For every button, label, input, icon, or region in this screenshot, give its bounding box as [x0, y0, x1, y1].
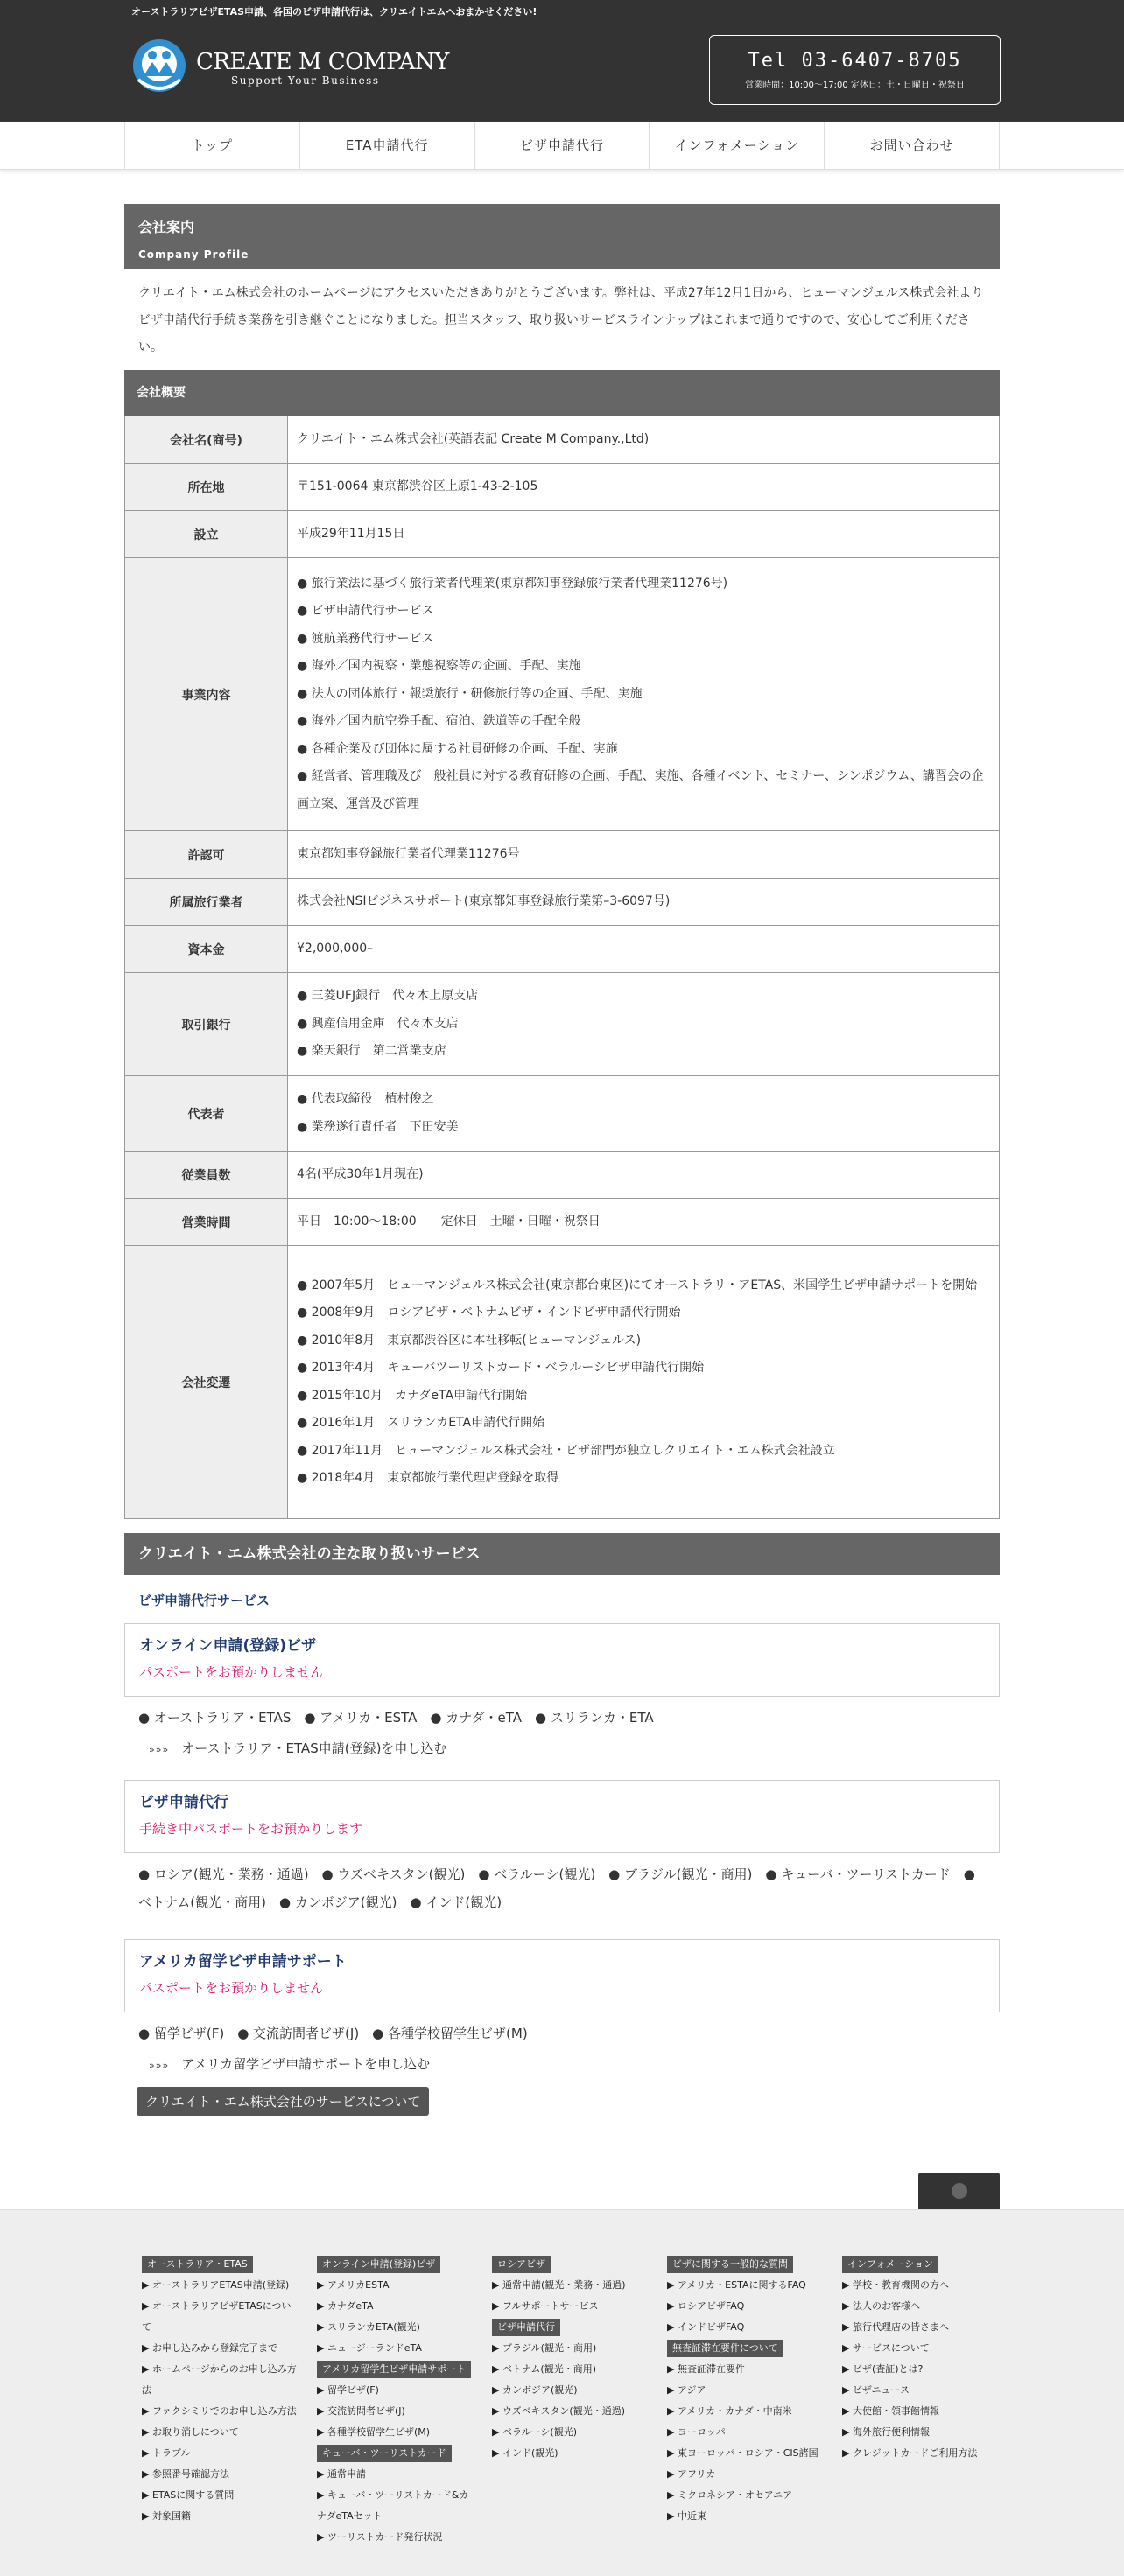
footer-link[interactable]: ▶ ビザニュース: [842, 2384, 910, 2396]
row-line: ● ビザ申請代行サービス: [297, 604, 434, 619]
footer-category: オーストラリア・ETAS: [142, 2256, 253, 2273]
link-text: オーストラリア・ETAS申請(登録)を申し込む: [181, 1740, 447, 1756]
intro-text: クリエイト・エム株式会社のホームページにアクセスいただきありがとうございます。弊社は、平成27年12月1日から、ヒューマンジェルス株式会社よりビザ申請代行手続き業務を引き継ぐことになりました。担当スタッフ、取り扱いサービスラインナップはこれまで通りですので、安心してご利用ください。: [138, 286, 984, 354]
row-value: [288, 878, 1000, 926]
row-line: ● 2008年9月 ロシアビザ・ベトナムビザ・インドビザ申請代行開始: [297, 1306, 681, 1320]
logo-name: CREATE M COMPANY: [196, 49, 449, 75]
row-label: 会社変遷: [125, 1246, 288, 1519]
footer-link[interactable]: ▶ アメリカ・カナダ・中南米: [667, 2405, 792, 2417]
link-arrow: »»»: [149, 2060, 170, 2071]
footer-link[interactable]: ▶ 対象国籍: [142, 2510, 191, 2522]
footer-category: アメリカ留学生ビザ申請サポート: [317, 2361, 471, 2378]
row-label: 所在地: [125, 464, 288, 511]
row-value: [288, 558, 1000, 831]
row-value: [288, 973, 1000, 1076]
service-note: パスポートをお預かりしません: [139, 1980, 324, 1996]
footer-column: [142, 2254, 298, 2527]
footer-link[interactable]: ▶ ETASに関する質問: [142, 2489, 235, 2501]
footer-link[interactable]: ▶ カナダeTA: [317, 2300, 374, 2312]
service-title: アメリカ留学ビザ申請サポート: [139, 1953, 347, 1970]
footer-link[interactable]: ▶ 各種学校留学生ビザ(M): [317, 2426, 431, 2438]
row-line: 4名(平成30年1月現在): [297, 1166, 424, 1181]
services-about-button[interactable]: クリエイト・エム株式会社のサービスについて: [137, 2087, 429, 2116]
service-note: 手続き中パスポートをお預かりします: [139, 1821, 363, 1837]
nav-item[interactable]: インフォメーション: [650, 122, 825, 169]
footer-link[interactable]: ▶ クレジットカードご利用方法: [842, 2447, 978, 2459]
row-line: 平日 10:00〜18:00 定休日 土曜・日曜・祝祭日: [297, 1214, 601, 1228]
footer-category-wrap: [667, 2254, 823, 2275]
footer-link[interactable]: ▶ 交流訪問者ビザ(J): [317, 2405, 405, 2417]
table-row: [125, 831, 1000, 878]
row-line: 平成29年11月15日: [297, 526, 405, 541]
logo-subtitle: Support Your Business: [231, 74, 380, 87]
footer-link[interactable]: ▶ 通常申請(観光・業務・通過): [492, 2279, 626, 2291]
row-line: ● 興産信用金庫 代々木支店: [297, 1016, 459, 1031]
row-line: ● 経営者、管理職及び一般社員に対する教育研修の企画、手配、実施、各種イベント、セミナー、シンポジウム、講習会の企画立案、運営及び管理: [297, 769, 984, 811]
row-value: [288, 1246, 1000, 1519]
service-items: ● ロシア(観光・業務・通過) ● ウズベキスタン(観光) ● ベラルーシ(観光) ● ブラジル(観光・商用) ● キューバ・ツーリストカード ● ベトナム(観光・商用) ● カンボジア(観光) ● インド(観光): [138, 1866, 975, 1910]
footer-category: ロシアビザ: [492, 2256, 551, 2273]
table-row: [125, 558, 1000, 831]
footer-link[interactable]: ▶ オーストラリアビザETASについて: [142, 2300, 292, 2333]
footer-link[interactable]: ▶ 法人のお客様へ: [842, 2300, 920, 2312]
footer-link[interactable]: ▶ キューバ・ツーリストカード&カナダeTAセット: [317, 2489, 469, 2522]
row-value: [288, 926, 1000, 973]
footer-link[interactable]: ▶ 学校・教育機関の方へ: [842, 2279, 949, 2291]
table-row: [125, 878, 1000, 926]
footer-category: ビザ申請代行: [492, 2319, 560, 2336]
nav-item[interactable]: ビザ申請代行: [475, 122, 650, 169]
row-line: ● 2010年8月 東京都渋谷区に本社移転(ヒューマンジェルス): [297, 1333, 642, 1348]
row-line: ● 2018年4月 東京都旅行業代理店登録を取得: [297, 1471, 559, 1485]
service-title: オンライン申請(登録)ビザ: [139, 1637, 317, 1655]
business-hours: 営業時間：10:00〜17:00 定休日：土・日曜日・祝祭日: [745, 80, 965, 90]
footer-link[interactable]: ▶ 無査証滞在要件: [667, 2363, 745, 2375]
arrow-up-icon: [952, 2183, 967, 2199]
row-label: 会社名(商号): [125, 416, 288, 464]
footer-link[interactable]: ▶ ベトナム(観光・商用): [492, 2363, 596, 2375]
site-header: [0, 0, 1124, 122]
row-line: ● 海外／国内視察・業態視察等の企画、手配、実施: [297, 659, 581, 674]
row-line: ● 海外／国内航空券手配、宿泊、鉄道等の手配全般: [297, 714, 581, 729]
footer-link[interactable]: ▶ ホームページからのお申し込み方法: [142, 2363, 297, 2396]
service-box: [124, 1623, 1000, 1697]
services-header: クリエイト・エム株式会社の主な取り扱いサービス: [124, 1533, 1000, 1575]
phone-number: Tel 03-6407-8705: [748, 50, 962, 72]
link-arrow: »»»: [149, 1744, 170, 1755]
footer-link[interactable]: ▶ ブラジル(観光・商用): [492, 2342, 597, 2354]
table-row: [125, 1246, 1000, 1519]
service-title: ビザ申請代行: [139, 1794, 228, 1811]
footer-category: オンライン申請(登録)ビザ: [317, 2256, 440, 2273]
service-items: ● 留学ビザ(F) ● 交流訪問者ビザ(J) ● 各種学校留学生ビザ(M): [138, 2026, 528, 2041]
row-value: [288, 1152, 1000, 1199]
footer-link[interactable]: ▶ 留学ビザ(F): [317, 2384, 379, 2396]
row-line: ● 2015年10月 カナダeTA申請代行開始: [297, 1388, 528, 1403]
footer-column: [492, 2254, 658, 2464]
company-profile-header: [124, 204, 1000, 270]
row-label: 代表者: [125, 1076, 288, 1152]
service-note: パスポートをお預かりしません: [139, 1664, 324, 1680]
footer-link[interactable]: ▶ 参照番号確認方法: [142, 2468, 229, 2480]
footer-category: 無査証滞在要件について: [667, 2340, 783, 2357]
footer-link[interactable]: ▶ ニュージーランドeTA: [317, 2342, 422, 2354]
phone-box[interactable]: [709, 35, 1001, 105]
footer-category: インフォメーション: [842, 2256, 938, 2273]
footer-link[interactable]: ▶ 海外旅行便利情報: [842, 2426, 930, 2438]
service-items: ● オーストラリア・ETAS ● アメリカ・ESTA ● カナダ・eTA ● スリランカ・ETA: [138, 1710, 654, 1726]
footer-link[interactable]: ▶ ウズベキスタン(観光・通過): [492, 2405, 625, 2417]
row-line: ● 渡航業務代行サービス: [297, 631, 434, 646]
footer-category-wrap: [142, 2254, 298, 2275]
footer-link[interactable]: ▶ オーストラリアETAS申請(登録): [142, 2279, 290, 2291]
footer-link[interactable]: ▶ ミクロネシア・オセアニア: [667, 2489, 793, 2501]
footer-link[interactable]: ▶ 旅行代理店の皆さまへ: [842, 2321, 949, 2333]
overview-header: 会社概要: [124, 370, 1000, 416]
table-row: [125, 416, 1000, 464]
row-value: [288, 1199, 1000, 1246]
row-label: 設立: [125, 511, 288, 558]
footer-link[interactable]: ▶ フルサポートサービス: [492, 2300, 599, 2312]
table-row: [125, 1152, 1000, 1199]
services-subtitle: ビザ申請代行サービス: [138, 1592, 270, 1608]
company-overview-table: [124, 416, 1000, 1519]
row-line: ¥2,000,000–: [297, 941, 374, 956]
service-box: [124, 1939, 1000, 2012]
footer-link[interactable]: ▶ インドビザFAQ: [667, 2321, 745, 2333]
row-line: ● 三菱UFJ銀行 代々木上原支店: [297, 989, 479, 1004]
site-footer: [0, 2209, 1124, 2576]
row-line: ● 2013年4月 キューバツーリストカード・ベラルーシビザ申請代行開始: [297, 1361, 705, 1375]
footer-link[interactable]: ▶ 中近東: [667, 2510, 706, 2522]
global-nav: [0, 122, 1124, 170]
row-line: ● 業務遂行責任者 下田安美: [297, 1119, 459, 1134]
table-row: [125, 1199, 1000, 1246]
footer-category-wrap: [492, 2317, 658, 2338]
row-value: [288, 831, 1000, 878]
footer-category-wrap: [317, 2359, 473, 2380]
row-label: 営業時間: [125, 1199, 288, 1246]
row-value: [288, 511, 1000, 558]
header-tagline: オーストラリアビザETAS申請、各国のビザ申請代行は、クリエイトエムへおまかせください!: [131, 6, 537, 18]
row-line: ● 法人の団体旅行・報奨旅行・研修旅行等の企画、手配、実施: [297, 686, 643, 701]
footer-link[interactable]: ▶ 通常申請: [317, 2468, 366, 2480]
row-line: 東京都知事登録旅行業者代理業11276号: [297, 846, 520, 861]
company-logo[interactable]: [131, 36, 449, 101]
footer-link[interactable]: ▶ サービスについて: [842, 2342, 930, 2354]
link-text: アメリカ留学ビザ申請サポートを申し込む: [181, 2056, 431, 2072]
section-title: 会社案内: [138, 219, 195, 235]
row-label: 資本金: [125, 926, 288, 973]
footer-category: ビザに関する一般的な質問: [667, 2256, 793, 2273]
row-value: [288, 1076, 1000, 1152]
row-line: ● 各種企業及び団体に属する社員研修の企画、手配、実施: [297, 741, 618, 756]
logo-mark-icon: [131, 36, 187, 101]
footer-link[interactable]: ▶ ベラルーシ(観光): [492, 2426, 577, 2438]
row-label: 所属旅行業者: [125, 878, 288, 926]
footer-link[interactable]: ▶ ロシアビザFAQ: [667, 2300, 745, 2312]
nav-item[interactable]: お問い合わせ: [825, 122, 1000, 169]
footer-category-wrap: [492, 2254, 658, 2275]
footer-link[interactable]: ▶ お申し込みから登録完了まで: [142, 2342, 277, 2354]
row-label: 従業員数: [125, 1152, 288, 1199]
footer-link[interactable]: ▶ スリランカETA(観光): [317, 2321, 420, 2333]
page-top-button[interactable]: [918, 2173, 1000, 2209]
table-row: [125, 973, 1000, 1076]
row-label: 許認可: [125, 831, 288, 878]
footer-link[interactable]: ▶ アフリカ: [667, 2468, 716, 2480]
footer-link[interactable]: ▶ カンボジア(観光): [492, 2384, 578, 2396]
footer-column: [317, 2254, 473, 2548]
row-line: 株式会社NSIビジネスサポート(東京都知事登録旅行業第–3-6097号): [297, 893, 671, 908]
footer-link[interactable]: ▶ ヨーロッパ: [667, 2426, 726, 2438]
footer-category-wrap: [842, 2254, 998, 2275]
footer-link[interactable]: ▶ アメリカESTA: [317, 2279, 390, 2291]
table-row: [125, 464, 1000, 511]
footer-category-wrap: [317, 2254, 473, 2275]
row-line: クリエイト・エム株式会社(英語表記 Create M Company.,Ltd): [297, 431, 650, 446]
footer-link[interactable]: ▶ 東ヨーロッパ・ロシア・CIS諸国: [667, 2447, 818, 2459]
nav-item[interactable]: ETA申請代行: [300, 122, 475, 169]
footer-category-wrap: [667, 2338, 823, 2359]
row-value: [288, 464, 1000, 511]
service-apply-link[interactable]: [124, 1733, 1000, 1771]
footer-link[interactable]: ▶ ファクシミリでのお申し込み方法: [142, 2405, 297, 2417]
main-content: [124, 204, 1000, 2116]
service-box: [124, 1780, 1000, 1853]
footer-link[interactable]: ▶ アメリカ・ESTAに関するFAQ: [667, 2279, 806, 2291]
row-line: ● 2007年5月 ヒューマンジェルス株式会社(東京都台東区)にてオーストラリ・アETAS、米国学生ビザ申請サポートを開始: [297, 1278, 978, 1292]
row-value: [288, 416, 1000, 464]
footer-category: キューバ・ツーリストカード: [317, 2445, 452, 2462]
footer-link[interactable]: ▶ 大使館・領事館情報: [842, 2405, 939, 2417]
nav-item[interactable]: トップ: [125, 122, 300, 169]
row-line: ● 楽天銀行 第二営業支店: [297, 1044, 446, 1059]
footer-link[interactable]: ▶ ビザ(査証)とは?: [842, 2363, 924, 2375]
footer-link[interactable]: ▶ お取り消しについて: [142, 2426, 239, 2438]
footer-category-wrap: [317, 2443, 473, 2464]
row-line: ● 旅行業法に基づく旅行業者代理業(東京都知事登録旅行業者代理業11276号): [297, 576, 728, 591]
service-apply-link[interactable]: [124, 2049, 1000, 2087]
table-row: [125, 926, 1000, 973]
footer-link[interactable]: ▶ ツーリストカード発行状況: [317, 2531, 443, 2543]
row-line: 〒151-0064 東京都渋谷区上原1-43-2-105: [297, 479, 538, 494]
table-row: [125, 511, 1000, 558]
footer-link[interactable]: ▶ インド(観光): [492, 2447, 558, 2459]
row-label: 取引銀行: [125, 973, 288, 1076]
footer-link[interactable]: ▶ アジア: [667, 2384, 706, 2396]
section-subtitle: Company Profile: [138, 248, 249, 261]
footer-column: [842, 2254, 998, 2464]
footer-link[interactable]: ▶ トラブル: [142, 2447, 191, 2459]
table-row: [125, 1076, 1000, 1152]
footer-column: [667, 2254, 823, 2527]
row-line: ● 2016年1月 スリランカETA申請代行開始: [297, 1416, 545, 1430]
row-line: ● 代表取締役 植村俊之: [297, 1092, 434, 1106]
row-line: ● 2017年11月 ヒューマンジェルス株式会社・ビザ部門が独立しクリエイト・エム株式会社設立: [297, 1443, 835, 1458]
row-label: 事業内容: [125, 558, 288, 831]
